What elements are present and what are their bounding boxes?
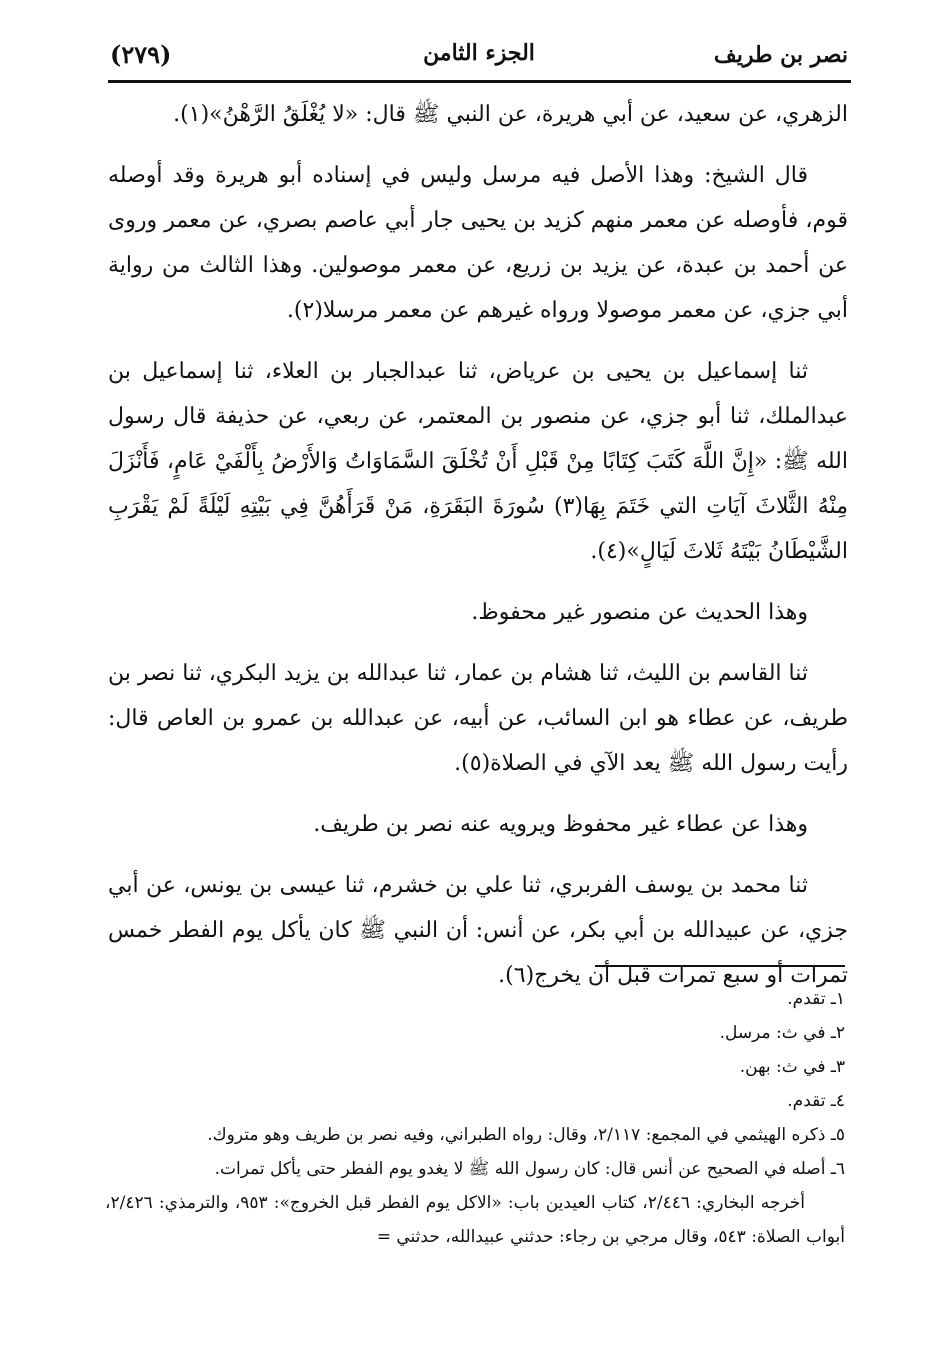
paragraph-6: وهذا عن عطاء غير محفوظ ويرويه عنه نصر بن طريف. [313, 812, 808, 837]
footnote-1: ١ـ تقدم. [787, 989, 845, 1009]
paragraph-1: الزهري، عن سعيد، عن أبي هريرة، عن النبي ﷺ قال: «لا يُغْلَقُ الرَّهْنُ»(١). [173, 102, 848, 127]
footnote-divider [595, 965, 845, 967]
main-text [108, 92, 848, 1014]
footnote-2: ٢ـ في ث: مرسل. [719, 1023, 845, 1043]
volume-title: الجزء الثامن [423, 40, 535, 66]
footnote-4: ٤ـ تقدم. [787, 1091, 845, 1111]
paragraph-7: ثنا محمد بن يوسف الفربري، ثنا علي بن خشرم، ثنا عيسى بن يونس، عن أبي جزي، عن عبيدالله بن أبي بكر، عن أنس: أن النبي ﷺ كان يأكل يوم الفطر خمس تمرات أو سبع تمرات قبل أن يخرج(٦). [108, 873, 848, 988]
page-number: (٢٧٩) [110, 40, 172, 69]
page-header [110, 38, 848, 78]
footnote-3: ٣ـ في ث: بهن. [739, 1057, 845, 1077]
footnote-6: ٦ـ أصله في الصحيح عن أنس قال: كان رسول الله ﷺ لا يغدو يوم الفطر حتى يأكل تمرات. [214, 1159, 845, 1179]
footnotes [105, 982, 845, 1254]
header-divider [108, 80, 851, 83]
paragraph-4: وهذا الحديث عن منصور غير محفوظ. [471, 600, 808, 625]
section-title: نصر بن طريف [713, 42, 848, 68]
footnote-5: ٥ـ ذكره الهيثمي في المجمع: ٢/١١٧، وقال: رواه الطبراني، وفيه نصر بن طريف وهو متروك. [207, 1125, 845, 1145]
footnote-continuation: أخرجه البخاري: ٢/٤٤٦، كتاب العيدين باب: «الاكل يوم الفطر قبل الخروج»: ٩٥٣، والترمذي: ٢/٤٢٦، أبواب الصلاة: ٥٤٣، وقال مرجي بن رجاء: حدثني عبيدالله، حدثني = [105, 1193, 845, 1247]
paragraph-5: ثنا القاسم بن الليث، ثنا هشام بن عمار، ثنا عبدالله بن يزيد البكري، ثنا نصر بن طريف، عن عطاء هو ابن السائب، عن أبيه، عن عبدالله بن عمرو بن العاص قال: رأيت رسول الله ﷺ يعد الآي في الصلاة(٥). [108, 661, 848, 776]
paragraph-3: ثنا إسماعيل بن يحيى بن عرياض، ثنا عبدالجبار بن العلاء، ثنا إسماعيل بن عبدالملك، ثنا أبو جزي، عن منصور بن المعتمر، عن ربعي، عن حذيفة قال رسول الله ﷺ: «إِنَّ اللَّهَ كَتَبَ كِتَابًا مِنْ قَبْلِ أَنْ تُخْلَقَ السَّمَاوَاتُ وَالأَرْضُ بِأَلْفَيْ عَامٍ، فَأَنْزَلَ مِنْهُ الثَّلاثَ آيَاتِ التي خَتَمَ بِهَا(٣) سُورَةَ البَقَرَةِ، مَنْ قَرَأَهُنَّ فِي بَيْتِهِ لَيْلَةً لَمْ يَقْرَبِ الشَّيْطَانُ بَيْتَهُ ثَلاثَ لَيَالٍ»(٤). [108, 359, 848, 564]
paragraph-2: قال الشيخ: وهذا الأصل فيه مرسل وليس في إسناده أبو هريرة وقد أوصله قوم، فأوصله عن معمر منهم كزيد بن يحيى جار أبي عاصم بصري، عن معمر وروى عن أحمد بن عبدة، عن يزيد بن زريع، عن معمر موصولين. وهذا الثالث من رواية أبي جزي، عن معمر موصولا ورواه غيرهم عن معمر مرسلا(٢). [108, 163, 848, 323]
